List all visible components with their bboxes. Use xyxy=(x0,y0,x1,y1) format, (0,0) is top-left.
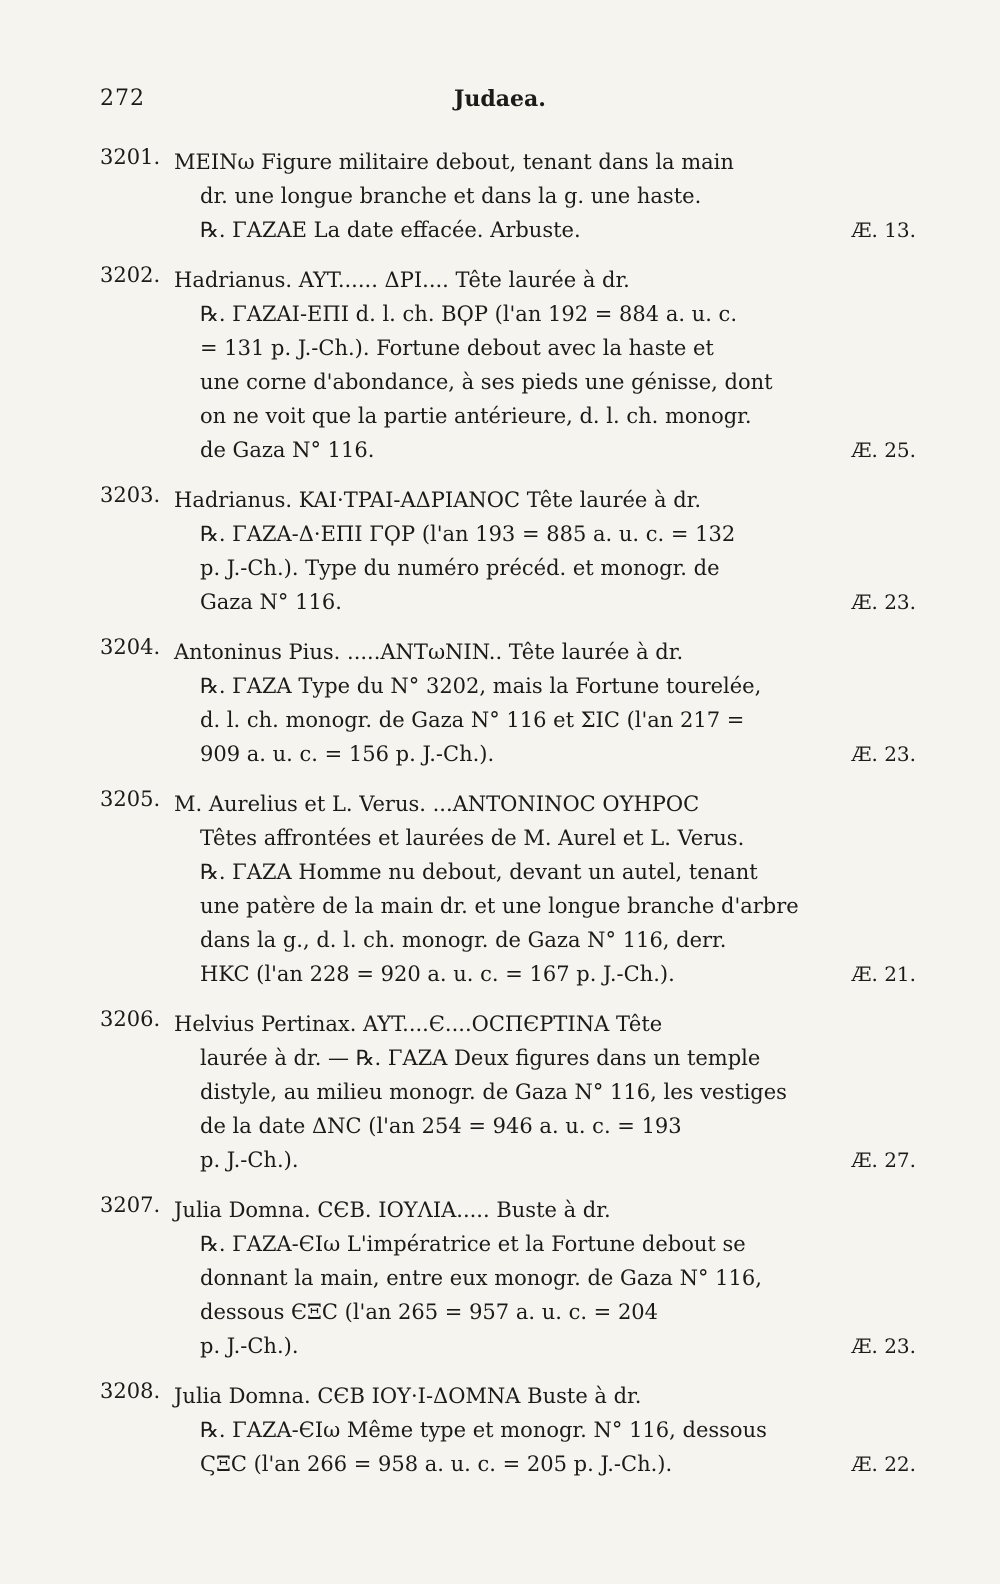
description-line: dans la g., d. l. ch. monogr. de Gaza N° 116, derr. xyxy=(200,928,727,952)
entry-number: 3203. xyxy=(100,483,161,507)
description-line: ℞. ΓAZA-Δ·EΠI ΓϘP (l'an 193 = 885 a. u. c. = 132 xyxy=(200,522,736,546)
description-line: Gaza N° 116. xyxy=(200,590,342,614)
entry-description xyxy=(174,1193,820,1363)
metal-size: Æ. 21. xyxy=(851,962,916,986)
coin-entry xyxy=(100,1007,920,1177)
description-line: p. J.-Ch.). xyxy=(200,1334,299,1358)
entry-description xyxy=(174,263,820,467)
description-line: Julia Domna. CЄB IOY·I-ΔOMNA Buste à dr. xyxy=(174,1384,642,1408)
description-line: une patère de la main dr. et une longue branche d'arbre xyxy=(200,894,799,918)
coin-entry xyxy=(100,145,920,247)
description-line: Hadrianus. AYT...... ΔPI.... Tête laurée à dr. xyxy=(174,268,630,292)
entry-number: 3207. xyxy=(100,1193,161,1217)
description-line: ℞. ΓAZA-ЄIω L'impératrice et la Fortune debout se xyxy=(200,1232,746,1256)
page-header xyxy=(100,86,900,120)
description-line: p. J.-Ch.). xyxy=(200,1148,299,1172)
description-line: d. l. ch. monogr. de Gaza N° 116 et ΣIC (l'an 217 = xyxy=(200,708,745,732)
description-line: ϚΞC (l'an 266 = 958 a. u. c. = 205 p. J.-Ch.). xyxy=(200,1452,673,1476)
entry-description xyxy=(174,1379,820,1481)
description-line: 909 a. u. c. = 156 p. J.-Ch.). xyxy=(200,742,495,766)
description-line: Antoninus Pius. .....ANTωNIN.. Tête laurée à dr. xyxy=(174,640,684,664)
coin-entry xyxy=(100,1379,920,1481)
coin-entry xyxy=(100,1193,920,1363)
description-line: HKC (l'an 228 = 920 a. u. c. = 167 p. J.-Ch.). xyxy=(200,962,675,986)
entry-number: 3201. xyxy=(100,145,161,169)
coin-entries xyxy=(100,145,920,1497)
description-line: Helvius Pertinax. AYT....Є....OCΠЄPTINA Tête xyxy=(174,1012,663,1036)
description-line: Hadrianus. KAI·TPAI-AΔPIANOC Tête laurée à dr. xyxy=(174,488,702,512)
entry-description xyxy=(174,483,820,619)
metal-size: Æ. 25. xyxy=(851,438,916,462)
description-line: de Gaza N° 116. xyxy=(200,438,375,462)
description-line: ℞. ΓAZA Homme nu debout, devant un autel, tenant xyxy=(200,860,758,884)
description-line: ℞. ΓAZAI-EΠI d. l. ch. BϘP (l'an 192 = 884 a. u. c. xyxy=(200,302,737,326)
page-number: 272 xyxy=(100,86,145,111)
metal-size: Æ. 13. xyxy=(851,218,916,242)
coin-entry xyxy=(100,635,920,771)
metal-size: Æ. 23. xyxy=(851,1334,916,1358)
description-line: ℞. ΓAZA-ЄIω Même type et monogr. N° 116, dessous xyxy=(200,1418,767,1442)
description-line: ℞. ΓAZA Type du N° 3202, mais la Fortune tourelée, xyxy=(200,674,762,698)
description-line: dr. une longue branche et dans la g. une haste. xyxy=(200,184,702,208)
description-line: MEINω Figure militaire debout, tenant dans la main xyxy=(174,150,734,174)
description-line: on ne voit que la partie antérieure, d. l. ch. monogr. xyxy=(200,404,752,428)
description-line: M. Aurelius et L. Verus. ...ANTONINOC OYHPOC xyxy=(174,792,700,816)
entry-number: 3206. xyxy=(100,1007,161,1031)
description-line: laurée à dr. — ℞. ΓAZA Deux figures dans un temple xyxy=(200,1046,761,1070)
entry-description xyxy=(174,635,820,771)
coin-entry xyxy=(100,263,920,467)
metal-size: Æ. 23. xyxy=(851,742,916,766)
description-line: p. J.-Ch.). Type du numéro précéd. et monogr. de xyxy=(200,556,720,580)
coin-entry xyxy=(100,787,920,991)
entry-number: 3205. xyxy=(100,787,161,811)
metal-size: Æ. 27. xyxy=(851,1148,916,1172)
entry-description xyxy=(174,1007,820,1177)
description-line: de la date ΔNC (l'an 254 = 946 a. u. c. = 193 xyxy=(200,1114,682,1138)
running-title: Judaea. xyxy=(454,86,546,112)
entry-number: 3208. xyxy=(100,1379,161,1403)
entry-number: 3204. xyxy=(100,635,161,659)
description-line: Julia Domna. CЄB. IOYΛIA..... Buste à dr. xyxy=(174,1198,611,1222)
description-line: dessous ЄΞC (l'an 265 = 957 a. u. c. = 204 xyxy=(200,1300,659,1324)
description-line: une corne d'abondance, à ses pieds une génisse, dont xyxy=(200,370,773,394)
metal-size: Æ. 22. xyxy=(851,1452,916,1476)
entry-description xyxy=(174,145,820,247)
description-line: Têtes affrontées et laurées de M. Aurel et L. Verus. xyxy=(200,826,745,850)
entry-number: 3202. xyxy=(100,263,161,287)
entry-description xyxy=(174,787,820,991)
description-line: ℞. ΓAZAE La date effacée. Arbuste. xyxy=(200,218,581,242)
metal-size: Æ. 23. xyxy=(851,590,916,614)
description-line: = 131 p. J.-Ch.). Fortune debout avec la haste et xyxy=(200,336,714,360)
description-line: donnant la main, entre eux monogr. de Gaza N° 116, xyxy=(200,1266,762,1290)
description-line: distyle, au milieu monogr. de Gaza N° 116, les vestiges xyxy=(200,1080,787,1104)
coin-entry xyxy=(100,483,920,619)
